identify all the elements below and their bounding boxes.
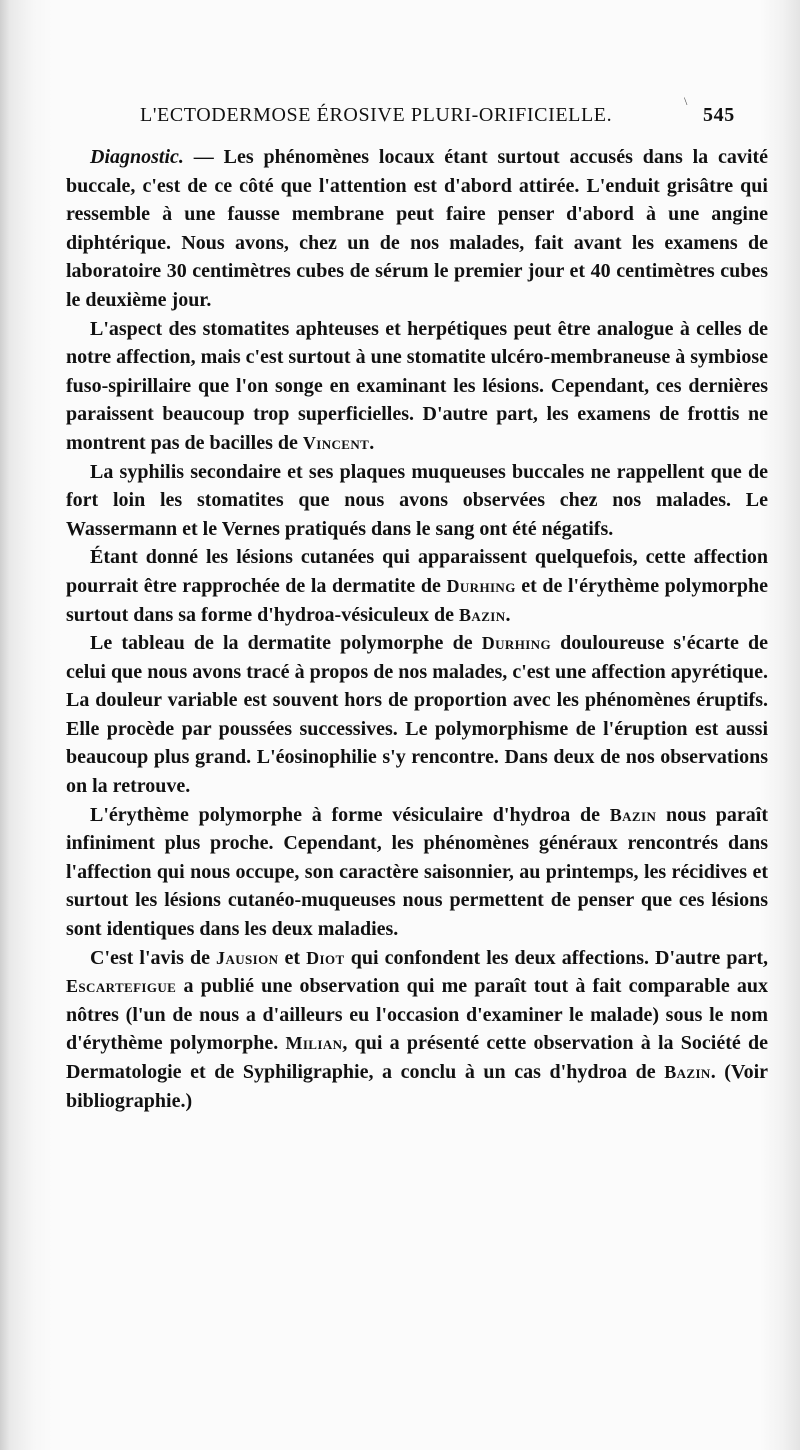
- author-name: Bazin: [609, 804, 657, 825]
- text-run: et: [278, 946, 307, 969]
- text-run: et de l'érythème polymorphe surtout dans sa forme d'hydroa-vésiculeux de: [66, 574, 768, 626]
- paragraph-diagnostic: [66, 143, 768, 315]
- text-run: qui confondent les deux affections. D'autre part,: [344, 946, 768, 969]
- author-name: Milian: [285, 1033, 343, 1054]
- author-name: Bazin: [664, 1062, 711, 1082]
- text-run: douloureuse s'écarte de celui que nous avons tracé à propos de nos malades, c'est une affection apyrétique. La douleur variable est souvent hors de proportion avec les phénomènes éruptifs. Elle procède par poussées successives. Le polymorphisme de l'éruption est aussi beaucoup plus grand. L'éosinophilie s'y rencontre. Dans deux de nos observations on la retrouve.: [66, 632, 768, 798]
- author-name: Durhing: [481, 633, 551, 654]
- text-run: C'est l'avis de: [90, 946, 217, 969]
- text-run: . (Voir bibliographie.): [66, 1061, 769, 1112]
- section-label: Diagnostic.: [90, 146, 184, 168]
- text-run: L'érythème polymorphe à forme vésiculaire d'hydroa de: [90, 803, 610, 826]
- paragraph-stomatites: [66, 315, 768, 458]
- text-run: .: [369, 431, 375, 454]
- paragraph-syphilis: [66, 458, 768, 544]
- text-run: , qui a présenté cette observation à la Société de Dermatologie et de Syphiligraphie, a conclu à un cas d'hydroa de: [66, 1032, 768, 1083]
- running-title: L'ECTODERMOSE ÉROSIVE PLURI-ORIFICIELLE.: [140, 104, 613, 126]
- text-run: La syphilis secondaire et ses plaques muqueuses buccales ne rappellent que de fort loin les stomatites que nous avons observées chez nos malades. Le Wassermann et le Vernes pratiqués dans le sang ont été négatifs.: [66, 460, 768, 540]
- text-run: Étant donné les lésions cutanées qui apparaissent quelquefois, cette affection pourrait être rapprochée de la dermatite de: [66, 546, 768, 597]
- author-name: Escartefigue: [66, 976, 177, 997]
- page-number: 545: [703, 104, 735, 126]
- paragraph-lesions-cutanees: [66, 543, 768, 629]
- text-run: L'aspect des stomatites aphteuses et herpétiques peut être analogue à celles de notre affection, mais c'est surtout à une stomatite ulcéro-membraneuse à symbiose fuso-spirillaire que l'on songe en examinant les lésions. Cependant, ces dernières paraissent beaucoup trop superficielles. D'autre part, les examens de frottis ne montrent pas de bacilles de: [66, 317, 768, 454]
- author-name: Vincent: [302, 432, 370, 453]
- paragraph-avis-auteurs: [66, 944, 768, 1116]
- paragraph-dermatite-polymorphe: [66, 629, 768, 801]
- author-name: Bazin: [459, 604, 506, 625]
- page-header: [140, 104, 770, 132]
- text-run: .: [505, 603, 511, 626]
- stray-mark: \: [684, 94, 688, 108]
- text-run: nous paraît infiniment plus proche. Cependant, les phénomènes généraux rencontrés dans l'affection qui nous occupe, son caractère saisonnier, au printemps, les récidives et surtout les lésions cutanéo-muqueuses nous permettent de penser que ces lésions sont identiques dans les deux maladies.: [66, 803, 768, 941]
- author-name: Jausion: [216, 947, 279, 968]
- text-run: — Les phénomènes locaux étant surtout accusés dans la cavité buccale, c'est de ce côté que l'attention est d'abord attirée. L'enduit grisâtre qui ressemble à une fausse membrane peut faire penser d'abord à une angine diphtérique. Nous avons, chez un de nos malades, fait avant les examens de laboratoire 30 centimètres cubes de sérum le premier jour et 40 centimètres cubes le deuxième jour.: [66, 146, 768, 311]
- text-run: Le tableau de la dermatite polymorphe de: [90, 632, 482, 655]
- paragraph-erytheme-polymorphe: [66, 801, 768, 944]
- author-name: Diot: [306, 947, 345, 968]
- text-run: a publié une observation qui me paraît tout à fait comparable aux nôtres (l'un de nous a d'ailleurs eu l'occasion d'examiner le malade) sous le nom d'érythème polymorphe.: [66, 975, 768, 1055]
- body-text: [66, 143, 768, 1115]
- author-name: Durhing: [446, 575, 516, 596]
